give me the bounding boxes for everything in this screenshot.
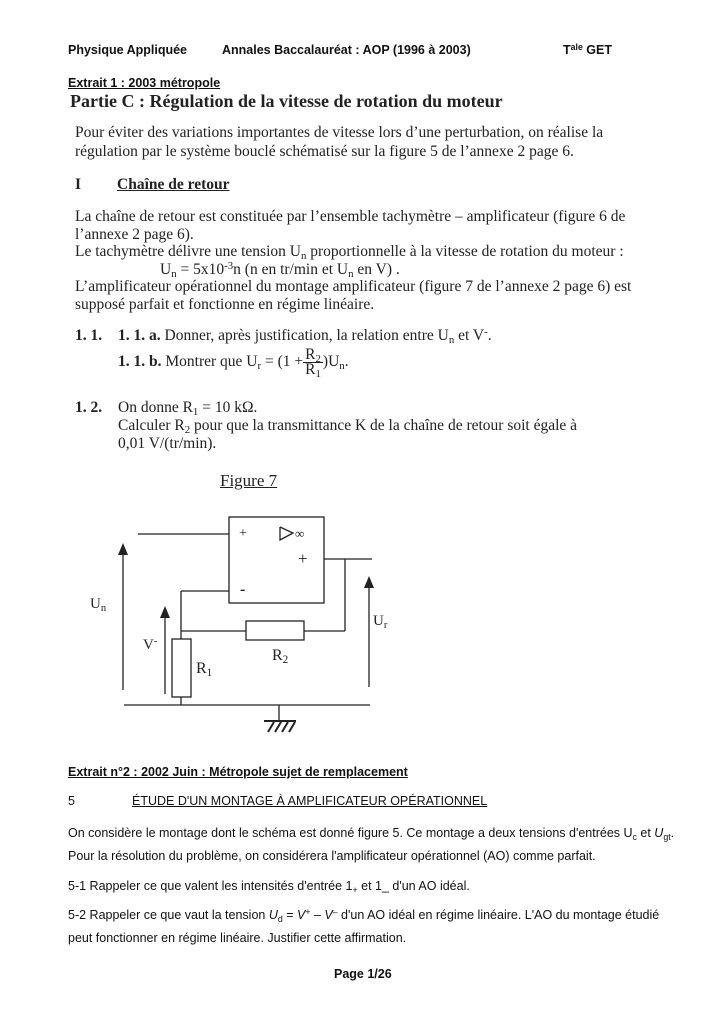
tachymeter-formula: $U_n = 5x10^{-3}n$ (n en tr/min et $U_n$ en V) . xyxy=(160,259,400,281)
question-number: 1. 2. xyxy=(75,399,103,416)
fraction: $\frac{R_2}{R_1}$ xyxy=(305,346,321,381)
page-number: Page 1/26 xyxy=(334,967,392,981)
figure-title: Figure 7 xyxy=(220,471,278,490)
paragraph-line: Pour la résolution du problème, on considérera l'amplificateur opérationnel (AO) comme parfait. xyxy=(68,849,596,863)
question-5-2-line-2: peut fonctionner en régime linéaire. Justifier cette affirmation. xyxy=(68,931,407,945)
paragraph-line: l’annexe 2 page 6). xyxy=(75,226,194,243)
ur-label: $U_r$ xyxy=(373,613,388,632)
question-1-1-a: 1. 1. a. Donner, après justification, la relation entre $U_n$ et V-. xyxy=(118,325,492,347)
paragraph-line: Le tachymètre délivre une tension $U_n$ proportionnelle à la vitesse de rotation du moteur : xyxy=(75,243,624,263)
question-1-1-b: 1. 1. b. Montrer que $U_r = (1$ + $\frac{R_2}{R_1}$ )$U_n$. xyxy=(118,346,349,381)
resistor-r1 xyxy=(172,639,191,697)
paragraph-line: On considère le montage dont le schéma est donné figure 5. Ce montage a deux tensions d'entrées $U_c$ et $U_{gt}$. xyxy=(68,826,675,842)
header-title: Annales Baccalauréat : AOP (1996 à 2003) xyxy=(222,43,471,57)
question-number: 1. 1. xyxy=(75,327,103,344)
ground-symbol-icon xyxy=(264,721,296,732)
question-5-2: 5-2 Rappeler ce que vaut la tension $U_d = V^+ - V^-$ d'un AO idéal en régime linéaire. L'AO du montage étudié xyxy=(68,906,660,924)
question-1-2-line: On donne $R_1 = 10$ kΩ. xyxy=(118,399,258,419)
section-number: I xyxy=(75,176,82,193)
section-title: Chaîne de retour xyxy=(117,176,230,193)
part-title: Partie C : Régulation de la vitesse de rotation du moteur xyxy=(70,91,503,111)
section-number: 5 xyxy=(68,794,75,808)
plus-output-label: + xyxy=(298,549,308,568)
paragraph-line: L’amplificateur opérationnel du montage amplificateur (figure 7 de l’annexe 2 page 6) est xyxy=(75,278,632,295)
plus-input-label: + xyxy=(239,526,247,541)
resistor-r2 xyxy=(246,621,304,640)
vminus-label: V- xyxy=(143,635,158,653)
amplifier-triangle-icon xyxy=(280,527,293,540)
question-1-2-line: 0,01 V/(tr/min). xyxy=(118,435,217,452)
r2-label: $R_2$ xyxy=(272,647,289,667)
extract-1-label: Extrait 1 : 2003 métropole xyxy=(68,76,221,90)
question-5-1: 5-1 Rappeler ce que valent les intensités d'entrée $1_+$ et 1_ d'un AO idéal. xyxy=(68,879,470,895)
intro-line-1: Pour éviter des variations importantes de vitesse lors d’une perturbation, on réalise la xyxy=(75,124,604,141)
section-title: ÉTUDE D'UN MONTAGE À AMPLIFICATEUR OPÉRATIONNEL xyxy=(132,794,488,808)
paragraph-line: La chaîne de retour est constituée par l’ensemble tachymètre – amplificateur (figure 6 de xyxy=(75,208,626,225)
r1-label: $R_1$ xyxy=(196,660,213,680)
paragraph-line: supposé parfait et fonctionne en régime linéaire. xyxy=(75,296,375,313)
un-label: $U_n$ xyxy=(90,596,107,615)
infinity-symbol: ∞ xyxy=(295,526,305,541)
header-subject: Physique Appliquée xyxy=(68,43,188,57)
question-1-2-line: Calculer $R_2$ pour que la transmittance K de la chaîne de retour soit égale à xyxy=(118,417,578,437)
extract-2-label: Extrait n°2 : 2002 Juin : Métropole sujet de remplacement xyxy=(68,765,408,779)
intro-line-2: régulation par le système bouclé schématisé sur la figure 5 de l’annexe 2 page 6. xyxy=(75,143,574,160)
minus-input-label: - xyxy=(240,581,246,598)
header-class: $T^{ale}$ GET xyxy=(563,41,612,57)
